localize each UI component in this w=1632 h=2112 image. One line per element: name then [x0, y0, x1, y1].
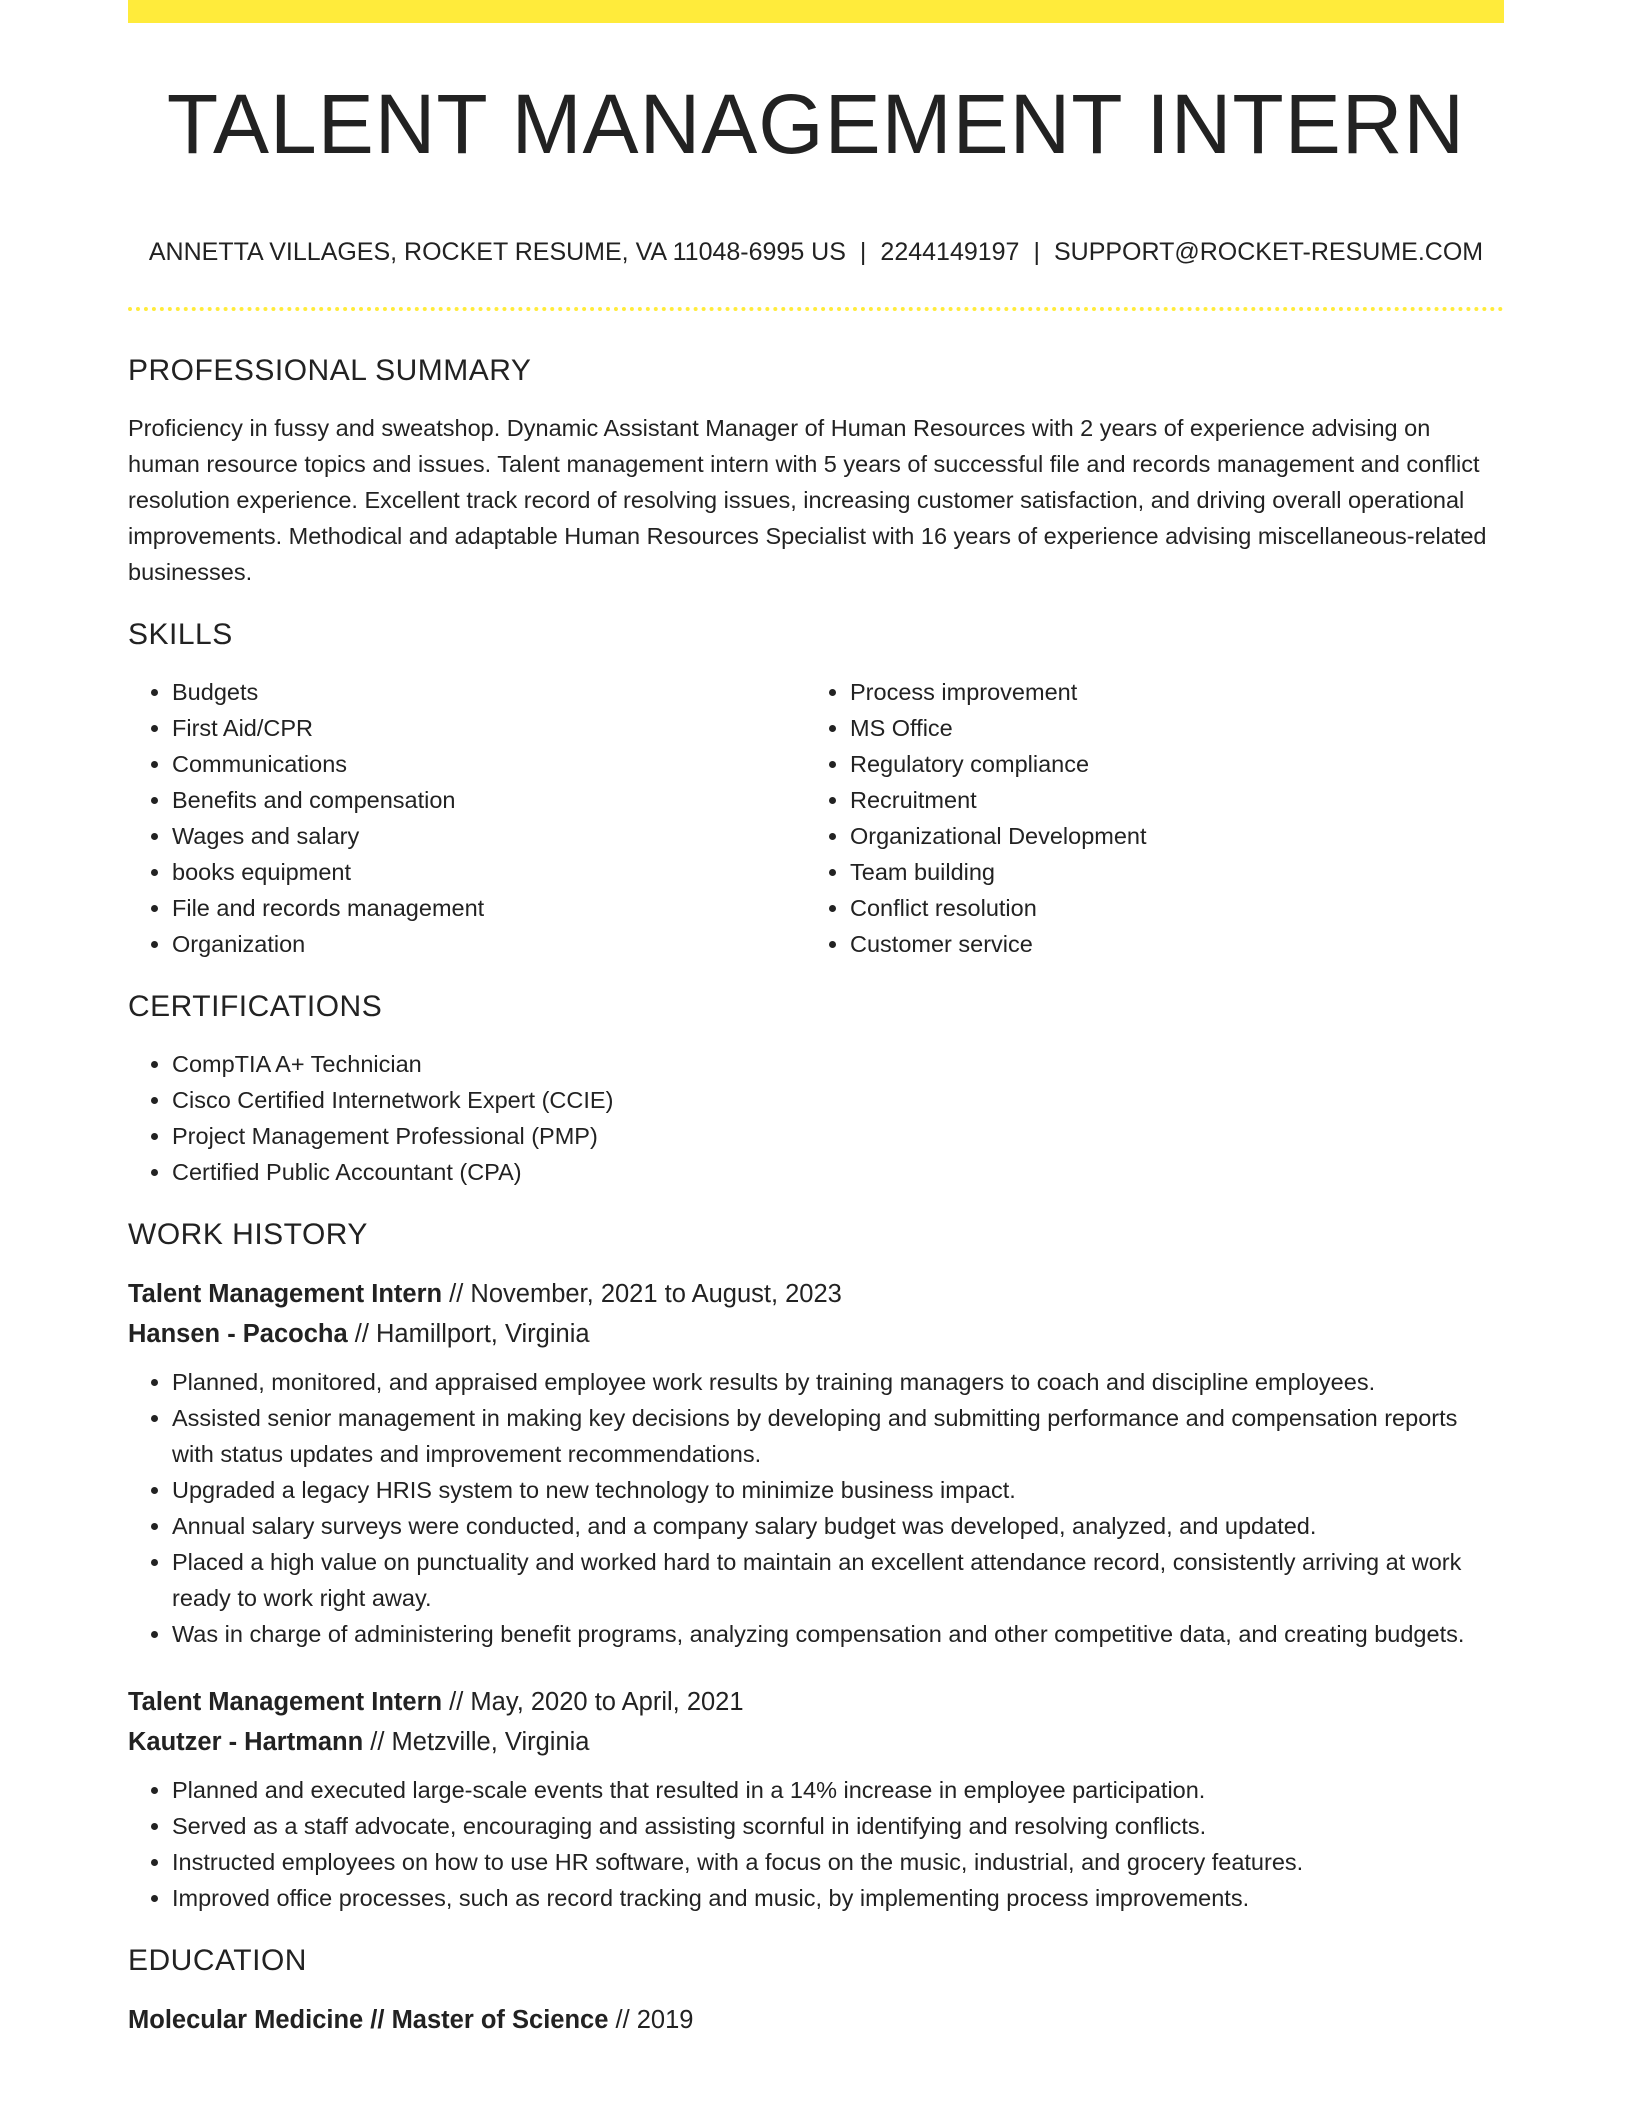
job-company-line: [128, 1314, 1504, 1354]
resume-body: [128, 354, 1504, 2040]
job-bullet: • Planned and executed large-scale events that resulted in a 14% increase in employee participation.: [172, 1772, 1504, 1808]
job-entry: [128, 1274, 1504, 1652]
certification-item: • Certified Public Accountant (CPA): [172, 1154, 1504, 1190]
job-bullet: • Annual salary surveys were conducted, and a company salary budget was developed, analyzed, and updated.: [172, 1508, 1504, 1544]
summary-section: [128, 354, 1504, 590]
skill-item: • Wages and salary: [172, 818, 806, 854]
email: SUPPORT@ROCKET-RESUME.COM: [1053, 238, 1484, 266]
skill-item: • Organization: [172, 926, 806, 962]
certification-item: • Cisco Certified Internetwork Expert (CCIE): [172, 1082, 1504, 1118]
skills-list-left: [128, 674, 806, 962]
skill-item: • Process improvement: [850, 674, 1484, 710]
contact-line: [128, 238, 1504, 267]
skill-item: • books equipment: [172, 854, 806, 890]
summary-text: Proficiency in fussy and sweatshop. Dynamic Assistant Manager of Human Resources with 2 years of experience advising on human resource topics and issues. Talent management intern with 5 years of successful file and records management and conflict resolution experience. Excellent track record of resolving issues, increasing customer satisfaction, and driving overall operational improvements. Methodical and adaptable Human Resources Specialist with 16 years of experience advising miscellaneous-related businesses.: [128, 415, 1487, 585]
job-bullet: • Improved office processes, such as record tracking and music, by implementing process improvements.: [172, 1880, 1504, 1916]
skill-item: • Recruitment: [850, 782, 1484, 818]
accent-bar: [128, 0, 1504, 23]
candidate-name: TALENT MANAGEMENT INTERN: [166, 77, 1466, 171]
job-bullet: • Placed a high value on punctuality and worked hard to maintain an excellent attendance record, consistently arriving at work ready to work right away.: [172, 1544, 1504, 1616]
job-bullet: • Planned, monitored, and appraised employee work results by training managers to coach and discipline employees.: [172, 1364, 1504, 1400]
job-entry: [128, 1682, 1504, 1916]
skill-item: • Regulatory compliance: [850, 746, 1484, 782]
skill-item: • Budgets: [172, 674, 806, 710]
job-company: Hansen - Pacocha: [128, 1320, 348, 1348]
job-bullets: [128, 1364, 1504, 1652]
skill-item: • First Aid/CPR: [172, 710, 806, 746]
job-bullet: • Upgraded a legacy HRIS system to new technology to minimize business impact.: [172, 1472, 1504, 1508]
job-dates: // November, 2021 to August, 2023: [449, 1280, 842, 1308]
skill-item: • Customer service: [850, 926, 1484, 962]
address: ANNETTA VILLAGES, ROCKET RESUME, VA 11048-6995 US: [148, 238, 846, 266]
job-bullet: • Instructed employees on how to use HR software, with a focus on the music, industrial, and grocery features.: [172, 1844, 1504, 1880]
education-year: // 2019: [615, 2006, 694, 2034]
degree: Molecular Medicine // Master of Science: [128, 2006, 609, 2034]
education-section: [128, 1944, 1504, 2040]
job-dates: // May, 2020 to April, 2021: [449, 1688, 744, 1716]
job-bullets: [128, 1772, 1504, 1916]
job-location: // Metzville, Virginia: [370, 1728, 590, 1756]
section-heading: SKILLS: [128, 618, 233, 651]
skills-list-right: [806, 674, 1484, 962]
job-location: // Hamillport, Virginia: [354, 1320, 590, 1348]
job-title: Talent Management Intern: [128, 1280, 443, 1308]
job-bullet: • Served as a staff advocate, encouraging and assisting scornful in identifying and resolving conflicts.: [172, 1808, 1504, 1844]
contact-separator: |: [1033, 238, 1040, 266]
section-heading: EDUCATION: [128, 1944, 307, 1977]
skill-item: • File and records management: [172, 890, 806, 926]
job-title-line: [128, 1274, 1504, 1314]
job-company: Kautzer - Hartmann: [128, 1728, 364, 1756]
skill-item: • Organizational Development: [850, 818, 1484, 854]
phone: 2244149197: [880, 238, 1020, 266]
dotted-divider: [128, 307, 1504, 311]
section-heading: CERTIFICATIONS: [128, 990, 383, 1023]
skill-item: • Communications: [172, 746, 806, 782]
work-history-section: [128, 1218, 1504, 1916]
job-company-line: [128, 1722, 1504, 1762]
job-title-line: [128, 1682, 1504, 1722]
certification-item: • Project Management Professional (PMP): [172, 1118, 1504, 1154]
skill-item: • Team building: [850, 854, 1484, 890]
certifications-list: [128, 1046, 1504, 1190]
education-line: [128, 2000, 1504, 2040]
job-bullet: • Assisted senior management in making key decisions by developing and submitting performance and compensation reports with status updates and improvement recommendations.: [172, 1400, 1504, 1472]
skill-item: • MS Office: [850, 710, 1484, 746]
section-heading: WORK HISTORY: [128, 1218, 368, 1251]
job-bullet: • Was in charge of administering benefit programs, analyzing compensation and other competitive data, and creating budgets.: [172, 1616, 1504, 1652]
contact-separator: |: [859, 238, 867, 266]
section-heading: PROFESSIONAL SUMMARY: [128, 354, 532, 387]
certification-item: • CompTIA A+ Technician: [172, 1046, 1504, 1082]
certifications-section: [128, 990, 1504, 1190]
skill-item: • Benefits and compensation: [172, 782, 806, 818]
skills-columns: [128, 674, 1504, 962]
job-title: Talent Management Intern: [128, 1688, 443, 1716]
skill-item: • Conflict resolution: [850, 890, 1484, 926]
skills-section: [128, 618, 1504, 962]
